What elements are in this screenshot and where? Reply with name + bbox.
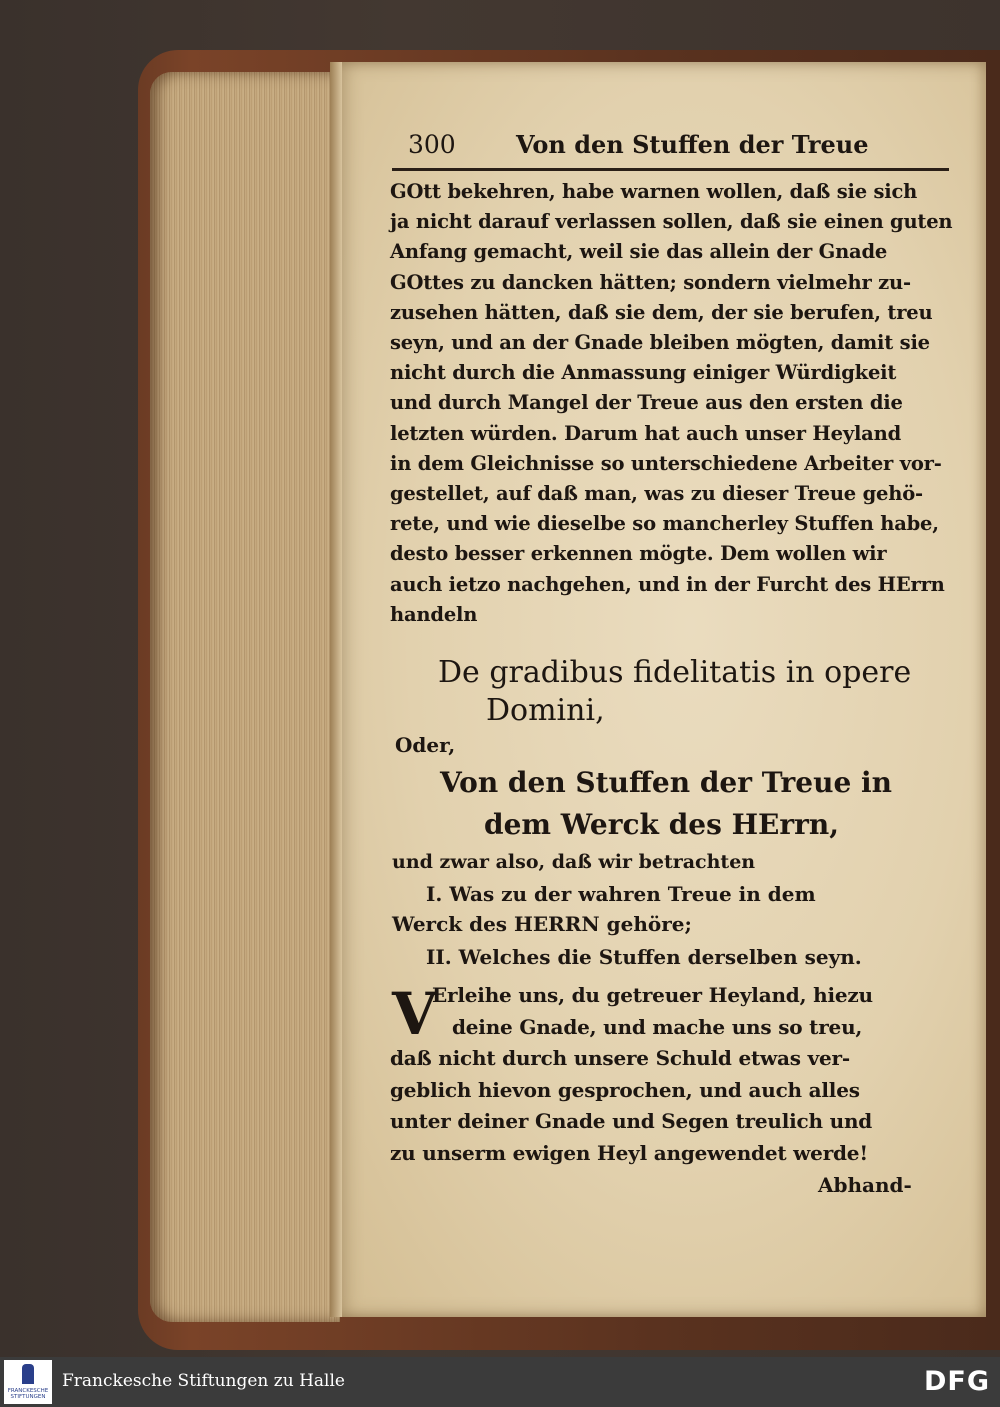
body-line: auch ietzo nachgehen, und in der Furcht des HErrn bbox=[390, 572, 945, 596]
german-title-line-1: Von den Stuffen der Treue in bbox=[440, 766, 893, 799]
prayer-line: Erleihe uns, du getreuer Heyland, hiezu bbox=[432, 983, 873, 1007]
drop-cap: V bbox=[392, 980, 438, 1048]
institution-name: Franckesche Stiftungen zu Halle bbox=[62, 1371, 345, 1391]
body-line: ja nicht darauf verlassen sollen, daß sie einen guten bbox=[390, 210, 953, 234]
prayer-line: zu unserm ewigen Heyl angewendet werde! bbox=[390, 1140, 868, 1165]
body-line: seyn, und an der Gnade bleiben mögten, damit sie bbox=[390, 331, 930, 354]
latin-title-line-1: De gradibus fidelitatis in opere bbox=[438, 655, 912, 690]
german-title-line-2: dem Werck des HErrn, bbox=[484, 808, 840, 841]
logo-text: FRANCKESCHE STIFTUNGEN bbox=[7, 1388, 49, 1400]
body-line: GOttes zu dancken hätten; sondern vielmehr zu- bbox=[390, 270, 911, 294]
body-line: Anfang gemacht, weil sie das allein der Gnade bbox=[390, 240, 888, 264]
prayer-line: geblich hievon gesprochen, und auch alles bbox=[390, 1077, 860, 1102]
body-line: letzten würden. Darum hat auch unser Heyland bbox=[390, 421, 902, 445]
point-1-line-1: I. Was zu der wahren Treue in dem bbox=[426, 882, 816, 906]
funder-logo: DFG bbox=[923, 1366, 990, 1397]
page-number: 300 bbox=[408, 130, 456, 159]
catchword: Abhand- bbox=[818, 1173, 912, 1197]
oder-label: Oder, bbox=[395, 733, 456, 757]
header-rule bbox=[392, 168, 949, 171]
prayer-line: daß nicht durch unsere Schuld etwas ver- bbox=[390, 1046, 850, 1070]
body-line: nicht durch die Anmassung einiger Würdigkeit bbox=[390, 361, 897, 385]
point-1-line-2: Werck des HERRN gehöre; bbox=[392, 912, 692, 936]
running-head: Von den Stuffen der Treue bbox=[516, 130, 869, 159]
body-line: und durch Mangel der Treue aus den ersten die bbox=[390, 391, 903, 415]
point-2-line: II. Welches die Stuffen derselben seyn. bbox=[426, 945, 862, 969]
body-line: zusehen hätten, daß sie dem, der sie berufen, treu bbox=[390, 300, 933, 324]
body-line: desto besser erkennen mögte. Dem wollen wir bbox=[390, 542, 887, 566]
page-gutter bbox=[330, 62, 342, 1317]
prayer-line: unter deiner Gnade und Segen treulich und bbox=[390, 1109, 873, 1133]
body-line: handeln bbox=[390, 602, 478, 626]
body-line: rete, und wie dieselbe so mancherley Stuffen habe, bbox=[390, 512, 939, 536]
page-edges bbox=[150, 72, 340, 1322]
intro-line: und zwar also, daß wir betrachten bbox=[392, 851, 756, 873]
body-line: in dem Gleichnisse so unterschiedene Arbeiter vor- bbox=[390, 451, 942, 475]
prayer-line: deine Gnade, und mache uns so treu, bbox=[452, 1014, 863, 1039]
body-line: GOtt bekehren, habe warnen wollen, daß sie sich bbox=[390, 180, 918, 203]
body-line: gestellet, auf daß man, was zu dieser Treue gehö- bbox=[390, 482, 923, 505]
logo-figure-icon bbox=[22, 1364, 34, 1384]
latin-title-line-2: Domini, bbox=[486, 693, 605, 728]
